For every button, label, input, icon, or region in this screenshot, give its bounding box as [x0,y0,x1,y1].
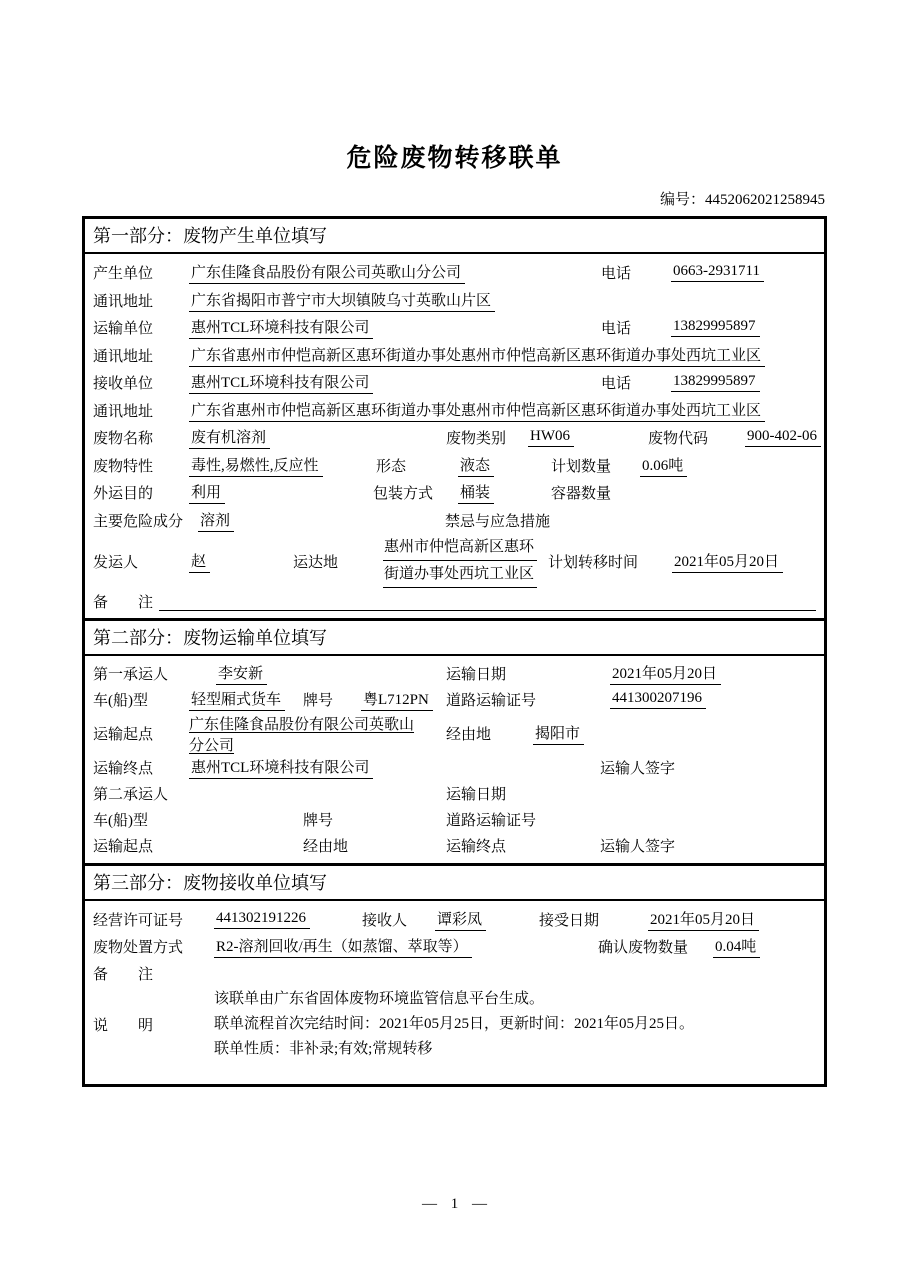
part1-header: 第一部分：废物产生单位填写 [85,219,824,254]
page-number: — 1 — [422,1196,487,1212]
note-line2: 联单流程首次完结时间：2021年05月25日，更新时间：2021年05月25日。 [214,1015,695,1032]
license-label: 经营许可证号 [93,912,184,929]
note-lines [214,987,694,1062]
via-label: 经由地 [446,727,492,743]
via-label: 经由地 [303,839,349,855]
destination-label: 运达地 [293,554,339,571]
vehicle-label: 车(船)型 [93,813,148,829]
receiver-address-value: 广东省惠州市仲恺高新区惠环街道办事处惠州市仲恺高新区惠环街道办事处西坑工业区 [189,399,765,422]
row-hazard [93,507,816,535]
permit-label: 道路运输证号 [446,813,537,829]
terminal-label: 运输终点 [446,839,507,855]
planned-quantity-value: 0.06吨 [640,454,687,477]
origin-label: 运输起点 [93,839,154,855]
producer-value: 广东佳隆食品股份有限公司英歌山分公司 [189,261,465,284]
row-receiver [93,369,816,397]
row-producer [93,259,816,287]
carrier1-label: 第一承运人 [93,667,169,683]
plate-label: 牌号 [303,693,334,709]
producer-label: 产生单位 [93,266,154,283]
carrier1-name-value: 李安新 [216,662,267,685]
row-producer-address [93,287,816,315]
packaging-value: 桶装 [458,481,494,504]
row-carrier1-terminal [93,755,816,781]
waste-category-value: HW06 [528,428,574,447]
transporter-address-value: 广东省惠州市仲恺高新区惠环街道办事处惠州市仲恺高新区惠环街道办事处西坑工业区 [189,344,765,367]
form-value: 液态 [458,454,494,477]
license-value: 441302191226 [214,910,310,929]
row-carrier1-vehicle [93,687,816,713]
carrier1-plate-value: 粤L712PN [361,688,433,711]
part3-header: 第三部分：废物接收单位填写 [85,863,824,901]
transfer-time-label: 计划转移时间 [548,554,639,571]
terminal-label: 运输终点 [93,761,154,777]
row-license [93,906,816,933]
address-label: 通讯地址 [93,348,154,365]
waste-name-value: 废有机溶剂 [189,426,270,449]
part1-body [85,254,824,618]
part3-body [85,901,824,1084]
doc-number-value: 4452062021258945 [705,192,825,208]
transfer-time-value: 2021年05月20日 [672,550,783,573]
note-line3: 联单性质：非补录;有效;常规转移 [214,1040,433,1057]
carrier1-date-value: 2021年05月20日 [610,662,721,685]
disposal-label: 废物处置方式 [93,939,184,956]
phone-label: 电话 [601,321,632,338]
destination-line2: 街道办事处西坑工业区 [383,561,537,588]
row-carrier1 [93,661,816,687]
row-waste-property [93,452,816,480]
remark-label: 备 注 [93,966,154,983]
disposal-value: R2-溶剂回收/再生（如蒸馏、萃取等） [214,935,472,958]
row-carrier2-vehicle [93,807,816,833]
plate-label: 牌号 [303,813,334,829]
remark-label: 备 注 [93,595,154,612]
remark-blank-line [159,593,816,611]
carrier2-label: 第二承运人 [93,787,169,803]
row-carrier2 [93,781,816,807]
carrier1-via-value: 揭阳市 [533,722,584,745]
hazard-component-value: 溶剂 [198,509,234,532]
part2-header: 第二部分：废物运输单位填写 [85,618,824,656]
phone-label: 电话 [601,266,632,283]
shipper-label: 发运人 [93,554,139,571]
address-label: 通讯地址 [93,403,154,420]
row-transporter [93,314,816,342]
form-label: 形态 [376,458,407,475]
carrier1-permit-value: 441300207196 [610,690,706,709]
vehicle-label: 车(船)型 [93,693,148,709]
receive-date-value: 2021年05月20日 [648,908,759,931]
receiver-phone-value: 13829995897 [671,373,760,392]
carrier1-origin-value: 广东佳隆食品股份有限公司英歌山分公司 [189,716,415,754]
recipient-value: 谭彩凤 [435,908,486,931]
producer-address-value: 广东省揭阳市普宁市大坝镇陂乌寸英歌山片区 [189,289,495,312]
purpose-label: 外运目的 [93,486,154,503]
shipper-value: 赵 [189,550,210,573]
transporter-value: 惠州TCL环境科技有限公司 [189,316,373,339]
signature-label: 运输人签字 [600,839,676,855]
packaging-label: 包装方式 [373,486,434,503]
waste-code-label: 废物代码 [648,431,709,448]
waste-property-value: 毒性,易燃性,反应性 [189,454,323,477]
row-purpose [93,479,816,507]
purpose-value: 利用 [189,481,225,504]
doc-number-label: 编号： [659,192,705,208]
address-label: 通讯地址 [93,293,154,310]
signature-label: 运输人签字 [600,761,676,777]
phone-label: 电话 [601,376,632,393]
transporter-label: 运输单位 [93,321,154,338]
row-part3-remark [93,960,816,987]
manifest-document [82,138,827,1087]
receiver-label: 接收单位 [93,376,154,393]
row-part1-remark [93,588,816,616]
planned-quantity-label: 计划数量 [551,458,612,475]
row-note [93,987,816,1062]
receive-date-label: 接受日期 [539,912,600,929]
permit-label: 道路运输证号 [446,693,537,709]
container-count-label: 容器数量 [551,486,612,503]
carrier1-terminal-value: 惠州TCL环境科技有限公司 [189,756,373,779]
row-waste-name [93,424,816,452]
row-carrier2-route [93,833,816,859]
confirmed-quantity-label: 确认废物数量 [598,939,689,956]
recipient-label: 接收人 [362,912,408,929]
part2-body [85,656,824,863]
confirmed-quantity-value: 0.04吨 [713,935,760,958]
note-label: 说 明 [93,1017,154,1034]
waste-property-label: 废物特性 [93,458,154,475]
doc-title: 危险废物转移联单 [346,145,563,172]
transport-date-label: 运输日期 [446,667,507,683]
waste-category-label: 废物类别 [446,431,507,448]
hazard-component-label: 主要危险成分 [93,513,184,530]
destination-line1: 惠州市仲恺高新区惠环 [383,534,537,561]
note-line1: 该联单由广东省固体废物环境监管信息平台生成。 [214,990,545,1007]
page-footer [0,1196,909,1213]
doc-number [82,188,827,209]
producer-phone-value: 0663-2931711 [671,263,764,282]
manifest-table [82,216,827,1087]
transporter-phone-value: 13829995897 [671,318,760,337]
row-transporter-address [93,342,816,370]
emergency-label: 禁忌与应急措施 [445,513,551,530]
row-disposal [93,933,816,960]
carrier1-vehicle-value: 轻型厢式货车 [189,688,285,711]
origin-label: 运输起点 [93,727,154,743]
transport-date-label: 运输日期 [446,787,507,803]
row-shipper [93,534,816,588]
waste-code-value: 900-402-06 [745,428,821,447]
waste-name-label: 废物名称 [93,431,154,448]
row-receiver-address [93,397,816,425]
row-carrier1-origin [93,713,816,755]
receiver-value: 惠州TCL环境科技有限公司 [189,371,373,394]
destination-value [383,534,537,588]
